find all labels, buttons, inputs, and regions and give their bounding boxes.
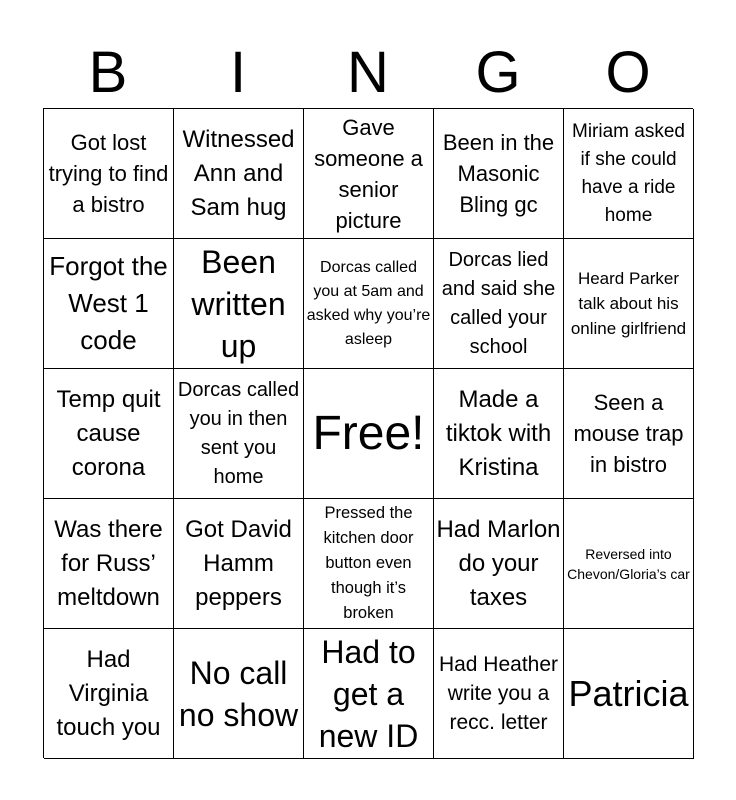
bingo-cell[interactable] (304, 499, 434, 629)
bingo-grid (43, 108, 693, 758)
cell-text: Had Heather write you a recc. letter (438, 653, 559, 734)
bingo-cell[interactable] (304, 239, 434, 369)
bingo-cell[interactable] (44, 239, 174, 369)
cell-text: Dorcas lied and said she called your school (441, 248, 556, 358)
bingo-cell[interactable] (174, 369, 304, 499)
cell-text: No call no show (178, 654, 299, 733)
header-letter-o: O (605, 40, 651, 105)
cell-text: Miriam asked if she could have a ride home (572, 120, 685, 226)
bingo-cell[interactable] (434, 369, 564, 499)
bingo-cell[interactable] (564, 499, 694, 629)
cell-text: Dorcas called you in then sent you home (177, 378, 300, 488)
bingo-cell[interactable] (44, 369, 174, 499)
cell-text: Had Virginia touch you (56, 645, 161, 741)
free-space[interactable] (304, 369, 434, 499)
cell-text: Temp quit cause corona (56, 385, 161, 481)
cell-text: Pressed the kitchen door button even though it’s broken (323, 504, 414, 622)
bingo-cell[interactable] (304, 109, 434, 239)
header-letter-b: B (88, 40, 128, 105)
cell-text: Seen a mouse trap in bistro (573, 390, 684, 477)
cell-text: Witnessed Ann and Sam hug (182, 125, 295, 221)
bingo-cell[interactable] (44, 629, 174, 759)
header-letter-i: I (229, 40, 247, 105)
cell-text: Dorcas called you at 5am and asked why you’re asleep (306, 258, 431, 348)
header-letter-n: N (347, 40, 389, 105)
cell-text: Been in the Masonic Bling gc (442, 130, 555, 217)
bingo-cell[interactable] (44, 499, 174, 629)
cell-text: Had to get a new ID (318, 633, 419, 754)
cell-text: Forgot the West 1 code (49, 251, 168, 355)
cell-text: Got David Hamm peppers (185, 515, 292, 611)
bingo-cell[interactable] (434, 239, 564, 369)
bingo-cell[interactable] (564, 109, 694, 239)
bingo-header (43, 40, 693, 106)
cell-text: Had Marlon do your taxes (436, 515, 561, 611)
bingo-cell[interactable] (174, 629, 304, 759)
bingo-cell[interactable] (564, 369, 694, 499)
bingo-cell[interactable] (304, 629, 434, 759)
cell-text: Heard Parker talk about his online girlfriend (570, 269, 687, 338)
cell-text: Free! (312, 406, 425, 460)
cell-text: Made a tiktok with Kristina (445, 385, 552, 481)
bingo-cell[interactable] (44, 109, 174, 239)
cell-text: Got lost trying to find a bistro (48, 130, 169, 217)
bingo-cell[interactable] (564, 629, 694, 759)
bingo-cell[interactable] (434, 109, 564, 239)
bingo-cell[interactable] (564, 239, 694, 369)
header-letter-g: G (475, 40, 521, 105)
cell-text: Reversed into Chevon/Gloria’s car (567, 545, 690, 582)
cell-text: Gave someone a senior picture (314, 114, 423, 233)
bingo-cell[interactable] (434, 499, 564, 629)
bingo-cell[interactable] (434, 629, 564, 759)
bingo-cell[interactable] (174, 109, 304, 239)
cell-text: Patricia (568, 672, 689, 714)
bingo-cell[interactable] (174, 499, 304, 629)
cell-text: Was there for Russ’ meltdown (54, 515, 163, 611)
cell-text: Been written up (191, 243, 286, 364)
bingo-cell[interactable] (174, 239, 304, 369)
